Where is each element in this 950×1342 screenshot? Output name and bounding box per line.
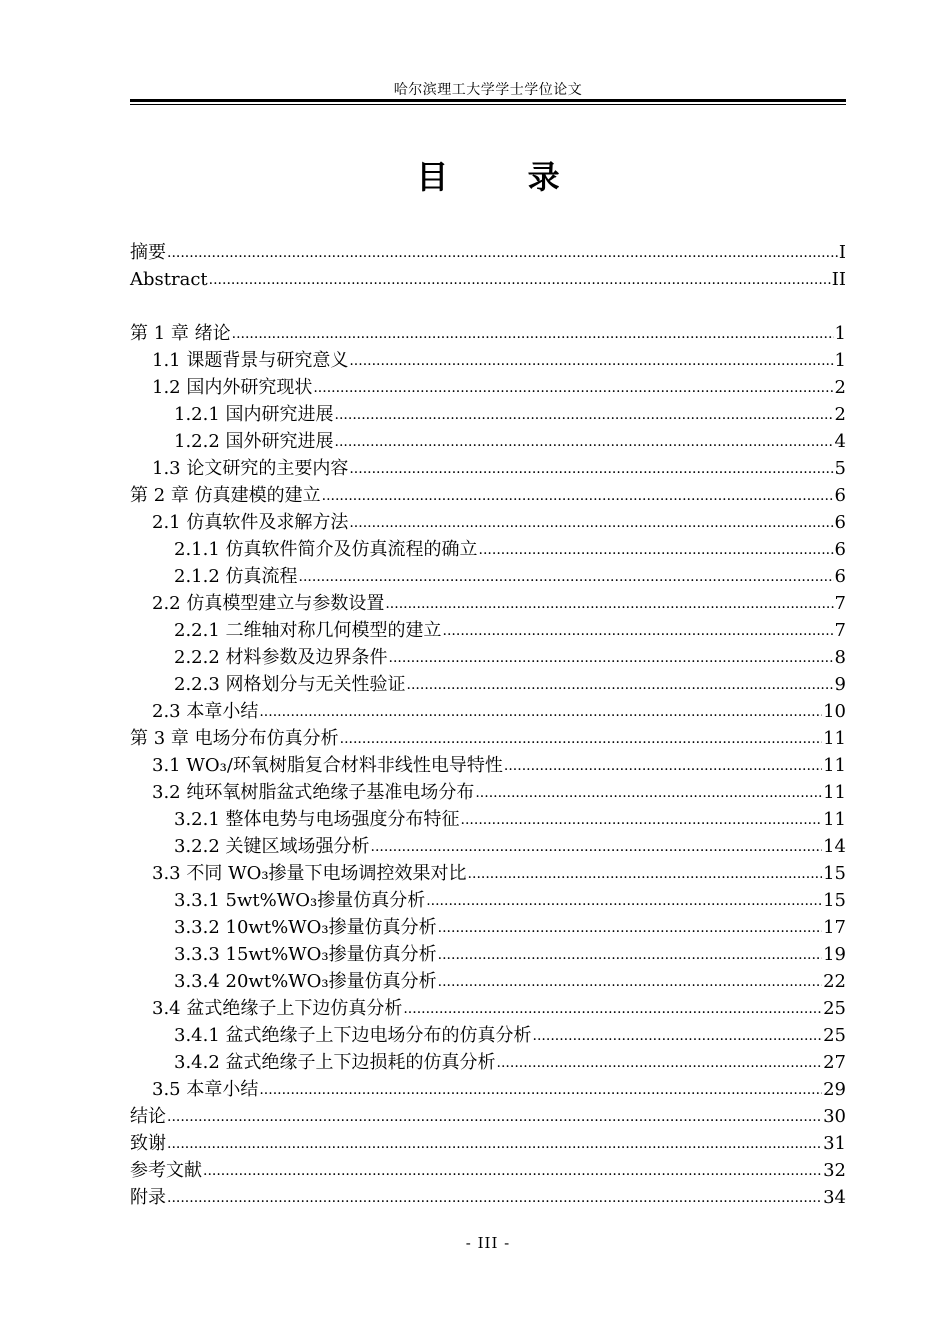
- toc-entry-label: 3.4.1 盆式绝缘子上下边电场分布的仿真分析: [174, 1025, 532, 1046]
- toc-entry-page: 29: [823, 1079, 846, 1100]
- toc-dot-leader: [167, 1185, 822, 1212]
- toc-entry[interactable]: [130, 779, 846, 806]
- toc-entry-page: 27: [823, 1052, 846, 1073]
- toc-dot-leader: [335, 402, 834, 429]
- toc-dot-leader: [259, 1077, 822, 1104]
- toc-dot-leader: [232, 321, 834, 348]
- toc-entry-label: 1.2.2 国外研究进展: [174, 431, 334, 452]
- toc-entry[interactable]: [130, 320, 846, 347]
- toc-entry[interactable]: [130, 1076, 846, 1103]
- toc-entry[interactable]: [130, 752, 846, 779]
- toc-entry-page: II: [831, 269, 846, 290]
- toc-entry-page: 6: [834, 539, 846, 560]
- toc-entry-page: 32: [823, 1160, 846, 1181]
- toc-entry[interactable]: [130, 725, 846, 752]
- toc-dot-leader: [203, 1158, 822, 1185]
- toc-entry-page: 11: [823, 809, 846, 830]
- toc-entry-page: 17: [823, 917, 846, 938]
- toc-dot-leader: [389, 645, 834, 672]
- toc-dot-leader: [313, 375, 833, 402]
- toc-entry-page: 7: [834, 620, 846, 641]
- toc-entry-label: 摘要: [130, 242, 166, 263]
- toc-entry-page: 34: [823, 1187, 846, 1208]
- toc-entry[interactable]: [130, 806, 846, 833]
- toc-dot-leader: [533, 1023, 823, 1050]
- toc-entry-label: 2.2 仿真模型建立与参数设置: [152, 593, 385, 614]
- toc-entry-label: 2.2.1 二维轴对称几何模型的建立: [174, 620, 442, 641]
- toc-dot-leader: [426, 888, 822, 915]
- toc-entry-label: 第 3 章 电场分布仿真分析: [130, 728, 339, 749]
- toc-entry[interactable]: [130, 968, 846, 995]
- toc-entry-page: 11: [823, 728, 846, 749]
- header-rule-thick: [130, 99, 846, 102]
- toc-entry-label: 2.2.3 网格划分与无关性验证: [174, 674, 406, 695]
- toc-dot-leader: [497, 1050, 823, 1077]
- header-rule-thin: [130, 104, 846, 105]
- toc-entry-label: 1.2 国内外研究现状: [152, 377, 313, 398]
- toc-entry-label: 1.2.1 国内研究进展: [174, 404, 334, 425]
- toc-dot-leader: [504, 753, 822, 780]
- toc-dot-leader: [468, 861, 823, 888]
- toc-entry-label: 3.3.4 20wt%WO₃掺量仿真分析: [174, 971, 437, 992]
- toc-dot-leader: [322, 483, 834, 510]
- toc-entry[interactable]: [130, 671, 846, 698]
- toc-entry-label: 3.4 盆式绝缘子上下边仿真分析: [152, 998, 403, 1019]
- table-of-contents: [130, 239, 846, 1211]
- toc-dot-leader: [479, 537, 834, 564]
- toc-entry[interactable]: [130, 887, 846, 914]
- page-number: - III -: [465, 1234, 511, 1252]
- toc-dot-leader: [475, 780, 822, 807]
- toc-entry-label: 结论: [130, 1106, 166, 1127]
- toc-entry-page: 9: [834, 674, 846, 695]
- toc-entry-label: 2.2.2 材料参数及边界条件: [174, 647, 388, 668]
- toc-entry-label: 3.2 纯环氧树脂盆式绝缘子基准电场分布: [152, 782, 475, 803]
- toc-entry[interactable]: [130, 914, 846, 941]
- toc-entry-label: 附录: [130, 1187, 166, 1208]
- toc-entry[interactable]: [130, 1049, 846, 1076]
- toc-dot-leader: [438, 942, 822, 969]
- toc-entry-label: 致谢: [130, 1133, 166, 1154]
- toc-entry-label: 1.1 课题背景与研究意义: [152, 350, 349, 371]
- toc-dot-leader: [385, 591, 833, 618]
- toc-dot-leader: [438, 969, 822, 996]
- toc-entry[interactable]: [130, 941, 846, 968]
- toc-dot-leader: [167, 1131, 822, 1158]
- toc-entry[interactable]: [130, 536, 846, 563]
- toc-entry[interactable]: [130, 428, 846, 455]
- toc-entry[interactable]: [130, 1130, 846, 1157]
- toc-entry[interactable]: [130, 1022, 846, 1049]
- toc-dot-leader: [209, 267, 831, 294]
- toc-dot-leader: [461, 807, 823, 834]
- toc-entry[interactable]: [130, 1184, 846, 1211]
- toc-entry-page: 15: [823, 863, 846, 884]
- toc-entry[interactable]: [130, 563, 846, 590]
- toc-entry-page: 22: [823, 971, 846, 992]
- toc-entry-label: 3.4.2 盆式绝缘子上下边损耗的仿真分析: [174, 1052, 496, 1073]
- toc-entry-label: 3.2.1 整体电势与电场强度分布特征: [174, 809, 460, 830]
- toc-entry[interactable]: [130, 482, 846, 509]
- toc-entry-label: 参考文献: [130, 1160, 202, 1181]
- toc-dot-leader: [407, 672, 834, 699]
- toc-dot-leader: [167, 240, 838, 267]
- toc-entry[interactable]: [130, 833, 846, 860]
- toc-entry-page: 11: [823, 782, 846, 803]
- toc-entry[interactable]: [130, 644, 846, 671]
- toc-dot-leader: [349, 456, 833, 483]
- toc-entry-page: 30: [823, 1106, 846, 1127]
- toc-entry-page: 2: [834, 404, 846, 425]
- toc-entry[interactable]: [130, 509, 846, 536]
- toc-entry-label: 3.3.3 15wt%WO₃掺量仿真分析: [174, 944, 437, 965]
- toc-dot-leader: [349, 348, 833, 375]
- toc-entry-label: 3.3.2 10wt%WO₃掺量仿真分析: [174, 917, 437, 938]
- toc-dot-leader: [259, 699, 822, 726]
- toc-entry-page: 1: [834, 323, 846, 344]
- toc-entry-page: I: [838, 242, 846, 263]
- toc-entry-page: 10: [823, 701, 846, 722]
- toc-entry-label: 2.3 本章小结: [152, 701, 259, 722]
- toc-entry-page: 6: [834, 485, 846, 506]
- toc-entry[interactable]: [130, 455, 846, 482]
- toc-dot-leader: [335, 429, 834, 456]
- toc-entry[interactable]: [130, 860, 846, 887]
- toc-dot-leader: [403, 996, 822, 1023]
- toc-entry-page: 1: [834, 350, 846, 371]
- toc-dot-leader: [167, 1104, 822, 1131]
- toc-entry-page: 6: [834, 512, 846, 533]
- toc-entry[interactable]: [130, 347, 846, 374]
- toc-entry-page: 15: [823, 890, 846, 911]
- toc-entry-page: 5: [834, 458, 846, 479]
- toc-entry-label: 2.1 仿真软件及求解方法: [152, 512, 349, 533]
- toc-entry[interactable]: [130, 401, 846, 428]
- toc-entry[interactable]: [130, 617, 846, 644]
- toc-entry-label: 3.1 WO₃/环氧树脂复合材料非线性电导特性: [152, 755, 503, 776]
- toc-entry[interactable]: [130, 374, 846, 401]
- toc-dot-leader: [443, 618, 834, 645]
- toc-entry-label: 3.2.2 关键区域场强分析: [174, 836, 370, 857]
- running-header: 哈尔滨理工大学学士学位论文: [393, 82, 583, 98]
- toc-dot-leader: [299, 564, 834, 591]
- toc-entry-label: 2.1.2 仿真流程: [174, 566, 298, 587]
- toc-entry-label: 第 1 章 绪论: [130, 323, 231, 344]
- toc-entry-label: 3.3.1 5wt%WO₃掺量仿真分析: [174, 890, 426, 911]
- toc-entry-page: 4: [834, 431, 846, 452]
- toc-entry-label: Abstract: [130, 269, 208, 290]
- toc-entry[interactable]: [130, 698, 846, 725]
- toc-entry-label: 3.5 本章小结: [152, 1079, 259, 1100]
- toc-entry-page: 2: [834, 377, 846, 398]
- toc-entry[interactable]: [130, 239, 846, 266]
- toc-entry[interactable]: [130, 995, 846, 1022]
- toc-entry-label: 第 2 章 仿真建模的建立: [130, 485, 321, 506]
- page-title: 目 录: [416, 158, 594, 196]
- toc-entry-page: 7: [834, 593, 846, 614]
- toc-entry[interactable]: [130, 1157, 846, 1184]
- toc-entry-page: 25: [823, 998, 846, 1019]
- toc-entry[interactable]: [130, 590, 846, 617]
- toc-dot-leader: [340, 726, 822, 753]
- toc-entry-label: 2.1.1 仿真软件简介及仿真流程的确立: [174, 539, 478, 560]
- toc-dot-leader: [349, 510, 833, 537]
- toc-entry-page: 6: [834, 566, 846, 587]
- toc-entry[interactable]: [130, 1103, 846, 1130]
- toc-dot-leader: [438, 915, 822, 942]
- toc-entry-page: 31: [823, 1133, 846, 1154]
- toc-entry-page: 11: [823, 755, 846, 776]
- toc-entry-page: 19: [823, 944, 846, 965]
- toc-entry-page: 25: [823, 1025, 846, 1046]
- toc-entry[interactable]: [130, 266, 846, 293]
- toc-entry-page: 14: [823, 836, 846, 857]
- toc-entry-label: 1.3 论文研究的主要内容: [152, 458, 349, 479]
- toc-dot-leader: [371, 834, 823, 861]
- toc-entry-page: 8: [834, 647, 846, 668]
- toc-entry-label: 3.3 不同 WO₃掺量下电场调控效果对比: [152, 863, 467, 884]
